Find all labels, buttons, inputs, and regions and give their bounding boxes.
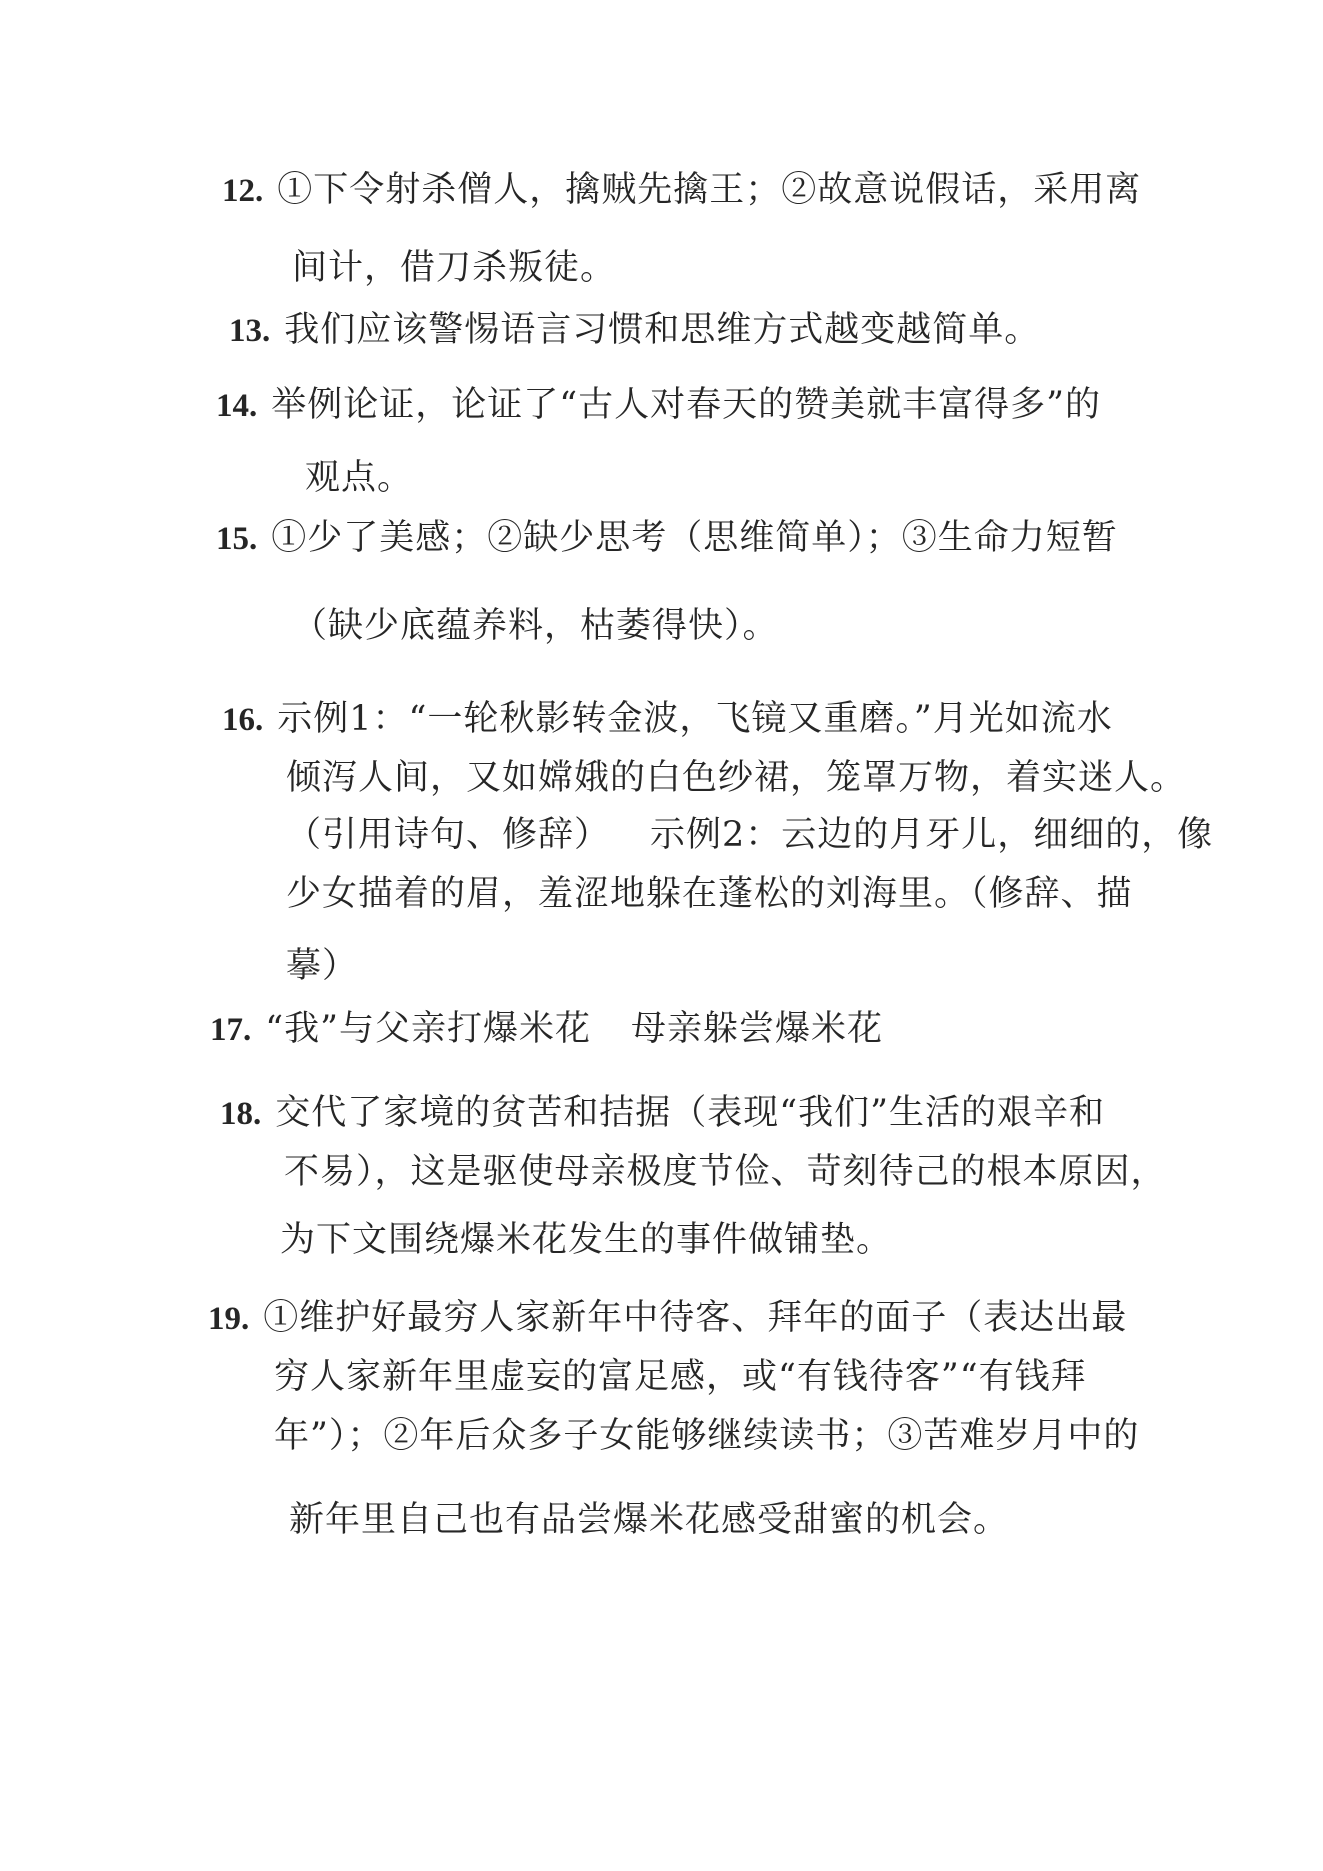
answer-17-line-1 (210, 1007, 883, 1052)
answer-number: 16. (222, 702, 264, 738)
answer-text: 举例论证，论证了“古人对春天的赞美就丰富得多”的 (271, 385, 1102, 425)
answer-number: 19. (208, 1301, 250, 1337)
answer-number: 15. (216, 521, 258, 557)
answer-text: 我们应该警惕语言习惯和思维方式越变越简单。 (284, 310, 1041, 350)
answer-16-line-2: 倾泻人间，又如嫦娥的白色纱裙，笼罩万物，着实迷人。 (286, 758, 1187, 798)
answer-text: ①下令射杀僧人，擒贼先擒王；②故意说假话，采用离 (277, 170, 1142, 210)
answer-15-line-1 (216, 516, 1118, 561)
answer-19-line-4: 新年里自己也有品尝爆米花感受甜蜜的机会。 (289, 1500, 1010, 1540)
answer-12-line-1 (222, 168, 1141, 213)
answer-text: “我”与父亲打爆米花 (265, 1009, 592, 1049)
answer-16-line-5: 摹） (286, 946, 359, 986)
answer-18-line-3: 为下文围绕爆米花发生的事件做铺垫。 (280, 1220, 893, 1260)
answer-16-line-1 (222, 697, 1113, 742)
answer-text: ①维护好最穷人家新年中待客、拜年的面子（表达出最 (263, 1298, 1128, 1338)
answer-text: ①少了美感；②缺少思考（思维简单）；③生命力短暂 (271, 518, 1118, 558)
answer-14-line-2: 观点。 (305, 458, 414, 498)
answer-number: 17. (210, 1012, 252, 1048)
answer-12-line-2: 间计，借刀杀叛徒。 (292, 248, 617, 288)
answer-number: 14. (216, 388, 258, 424)
answer-text: 交代了家境的贫苦和拮据（表现“我们”生活的艰辛和 (275, 1093, 1106, 1133)
answer-18-line-2: 不易），这是驱使母亲极度节俭、苛刻待己的根本原因， (284, 1152, 1167, 1192)
answer-text: 母亲躲尝爆米花 (631, 1009, 884, 1049)
answer-text: （引用诗句、修辞） (286, 815, 611, 855)
answer-number: 18. (220, 1096, 262, 1132)
answer-16-line-3 (286, 813, 1213, 857)
answer-13-line-1 (229, 308, 1040, 353)
answer-18-line-1 (220, 1091, 1105, 1136)
answer-text: 示例1：“一轮秋影转金波，飞镜又重磨。”月光如流水 (277, 699, 1113, 739)
answer-19-line-2: 穷人家新年里虚妄的富足感，或“有钱待客”“有钱拜 (274, 1357, 1087, 1397)
answer-16-line-4: 少女描着的眉，羞涩地躲在蓬松的刘海里。（修辞、描 (286, 874, 1133, 914)
answer-number: 13. (229, 313, 271, 349)
answer-number: 12. (222, 173, 264, 209)
answer-text: 示例2：云边的月牙儿，细细的，像 (650, 815, 1214, 855)
answer-14-line-1 (216, 383, 1101, 428)
answer-15-line-2: （缺少底蕴养料，枯萎得快）。 (292, 606, 779, 646)
answer-19-line-1 (208, 1296, 1127, 1341)
answer-19-line-3: 年”）；②年后众多子女能够继续读书；③苦难岁月中的 (274, 1416, 1140, 1456)
